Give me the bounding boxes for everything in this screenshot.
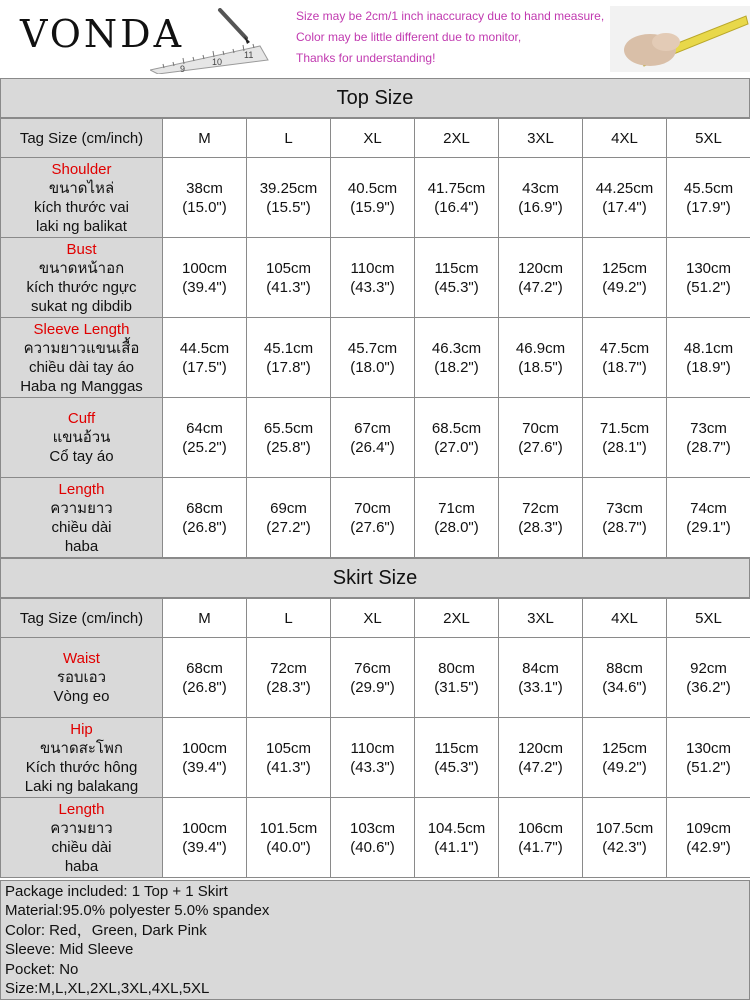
row-label-filipino: laki ng balikat [36,217,127,235]
size-header: 2XL [415,119,499,158]
row-label-english: Waist [63,650,100,667]
row-label-filipino: sukat ng dibdib [31,297,132,315]
value-cell: 47.5cm (18.7") [583,318,667,398]
value-cell: 100cm (39.4") [163,798,247,878]
row-label-thai: ความยาวแขนเสื้อ [23,339,140,357]
tag-size-label: Tag Size (cm/inch) [1,119,163,158]
value-cell: 125cm (49.2") [583,718,667,798]
brand-logo: VONDA [20,12,185,56]
value-cell: 110cm (43.3") [331,238,415,318]
row-label-thai: ขนาดหน้าอก [38,259,125,277]
value-cell: 130cm (51.2") [667,238,750,318]
value-cell: 120cm (47.2") [499,238,583,318]
value-cell: 84cm (33.1") [499,638,583,718]
row-label-english: Hip [70,720,93,738]
size-header: XL [331,599,415,638]
value-cell: 70cm (27.6") [331,478,415,558]
value-cell: 69cm (27.2") [247,478,331,558]
table-row [1,718,750,798]
table-row [1,238,750,318]
value-cell: 45.5cm (17.9") [667,158,750,238]
skirt-size-table [0,598,750,878]
table-row [1,478,750,558]
value-cell: 48.1cm (18.9") [667,318,750,398]
size-header: 2XL [415,599,499,638]
row-label-english: Length [58,480,105,498]
row-label-length [1,798,163,878]
ruler-number: 9 [180,64,186,74]
row-label-thai: ความยาว [50,819,113,837]
value-cell: 67cm (26.4") [331,398,415,478]
color-options: Color: Red，Green, Dark Pink [5,921,207,939]
ruler-pen-graphic [150,8,270,74]
tape-measure-hand-graphic [610,6,750,72]
value-cell: 80cm (31.5") [415,638,499,718]
size-header: 3XL [499,599,583,638]
size-header: 4XL [583,599,667,638]
row-label-english: Bust [66,240,97,258]
value-cell: 105cm (41.3") [247,238,331,318]
value-cell: 92cm (36.2") [667,638,750,718]
value-cell: 65.5cm (25.8") [247,398,331,478]
skirt-size-title: Skirt Size [0,558,750,598]
size-header: 5XL [667,599,750,638]
size-header: M [163,599,247,638]
product-details [0,880,750,1000]
value-cell: 45.7cm (18.0") [331,318,415,398]
row-label-bust [1,238,163,318]
value-cell: 71.5cm (28.1") [583,398,667,478]
row-label-thai: ความยาว [50,499,113,517]
row-label-english: Length [58,800,105,818]
note-line: Thanks for understanding! [296,51,436,65]
table-row [1,318,750,398]
value-cell: 101.5cm (40.0") [247,798,331,878]
value-cell: 106cm (41.7") [499,798,583,878]
value-cell: 38cm (15.0") [163,158,247,238]
row-label-vietnamese: kích thước vai [34,198,129,216]
value-cell: 100cm (39.4") [163,718,247,798]
ruler-number: 10 [212,57,223,67]
value-cell: 107.5cm (42.3") [583,798,667,878]
sleeve-type: Sleeve: Mid Sleeve [5,941,134,959]
value-cell: 103cm (40.6") [331,798,415,878]
value-cell: 72cm (28.3") [499,478,583,558]
value-cell: 68.5cm (27.0") [415,398,499,478]
row-label-thai: แขนอ้วน [52,429,111,446]
value-cell: 130cm (51.2") [667,718,750,798]
value-cell: 39.25cm (15.5") [247,158,331,238]
row-label-filipino: Laki ng balakang [24,777,139,795]
size-header: M [163,119,247,158]
row-label-waist [1,638,163,718]
value-cell: 100cm (39.4") [163,238,247,318]
ruler-number: 11 [244,50,254,60]
value-cell: 43cm (16.9") [499,158,583,238]
row-label-english: Sleeve Length [33,320,130,338]
table-row [1,158,750,238]
row-label-filipino: haba [64,857,99,875]
size-header: L [247,599,331,638]
package-included: Package included: 1 Top + 1 Skirt [5,883,228,900]
row-label-length [1,478,163,558]
value-cell: 73cm (28.7") [667,398,750,478]
value-cell: 68cm (26.8") [163,478,247,558]
value-cell: 105cm (41.3") [247,718,331,798]
value-cell: 40.5cm (15.9") [331,158,415,238]
row-label-filipino: haba [64,537,99,555]
size-header: 5XL [667,119,750,158]
value-cell: 70cm (27.6") [499,398,583,478]
value-cell: 46.3cm (18.2") [415,318,499,398]
table-row [1,798,750,878]
value-cell: 64cm (25.2") [163,398,247,478]
value-cell: 46.9cm (18.5") [499,318,583,398]
row-label-cuff [1,398,163,478]
value-cell: 76cm (29.9") [331,638,415,718]
note-line: Size may be 2cm/1 inch inaccuracy due to hand measure, [296,9,605,23]
value-cell: 68cm (26.8") [163,638,247,718]
row-label-vietnamese: Vòng eo [53,688,110,705]
table-row [1,638,750,718]
row-label-vietnamese: Kích thước hông [25,758,138,776]
notice-text [296,6,626,69]
row-label-vietnamese: chiều dài tay áo [28,358,135,376]
value-cell: 44.25cm (17.4") [583,158,667,238]
value-cell: 74cm (29.1") [667,478,750,558]
value-cell: 109cm (42.9") [667,798,750,878]
value-cell: 115cm (45.3") [415,718,499,798]
value-cell: 120cm (47.2") [499,718,583,798]
row-label-filipino: Haba ng Manggas [20,377,143,395]
size-header: 3XL [499,119,583,158]
top-size-table [0,118,750,558]
row-label-vietnamese: chiều dài [51,518,112,536]
value-cell: 88cm (34.6") [583,638,667,718]
row-label-english: Cuff [67,410,96,427]
value-cell: 44.5cm (17.5") [163,318,247,398]
size-header: XL [331,119,415,158]
row-label-english: Shoulder [51,160,112,178]
value-cell: 110cm (43.3") [331,718,415,798]
value-cell: 115cm (45.3") [415,238,499,318]
size-header: 4XL [583,119,667,158]
value-cell: 104.5cm (41.1") [415,798,499,878]
value-cell: 72cm (28.3") [247,638,331,718]
material: Material:95.0% polyester 5.0% spandex [5,902,270,920]
pocket-info: Pocket: No [5,960,79,978]
row-label-thai: รอบเอว [56,669,107,686]
row-label-thai: ขนาดสะโพก [40,739,123,757]
row-label-shoulder [1,158,163,238]
value-cell: 45.1cm (17.8") [247,318,331,398]
value-cell: 73cm (28.7") [583,478,667,558]
brand-header [0,0,750,78]
size-header: L [247,119,331,158]
row-label-vietnamese: kích thước ngực [26,278,137,296]
value-cell: 71cm (28.0") [415,478,499,558]
row-label-thai: ขนาดไหล่ [48,179,115,197]
row-label-sleeve-length [1,318,163,398]
row-label-vietnamese: chiều dài [51,838,112,856]
value-cell: 41.75cm (16.4") [415,158,499,238]
table-header-row [1,119,750,158]
table-row [1,398,750,478]
top-size-title: Top Size [0,78,750,118]
row-label-vietnamese: Cổ tay áo [49,448,114,465]
note-line: Color may be little different due to monitor, [296,30,522,44]
row-label-hip [1,718,163,798]
available-sizes: Size:M,L,XL,2XL,3XL,4XL,5XL [5,980,210,998]
value-cell: 125cm (49.2") [583,238,667,318]
table-header-row [1,599,750,638]
tag-size-label: Tag Size (cm/inch) [1,599,163,638]
